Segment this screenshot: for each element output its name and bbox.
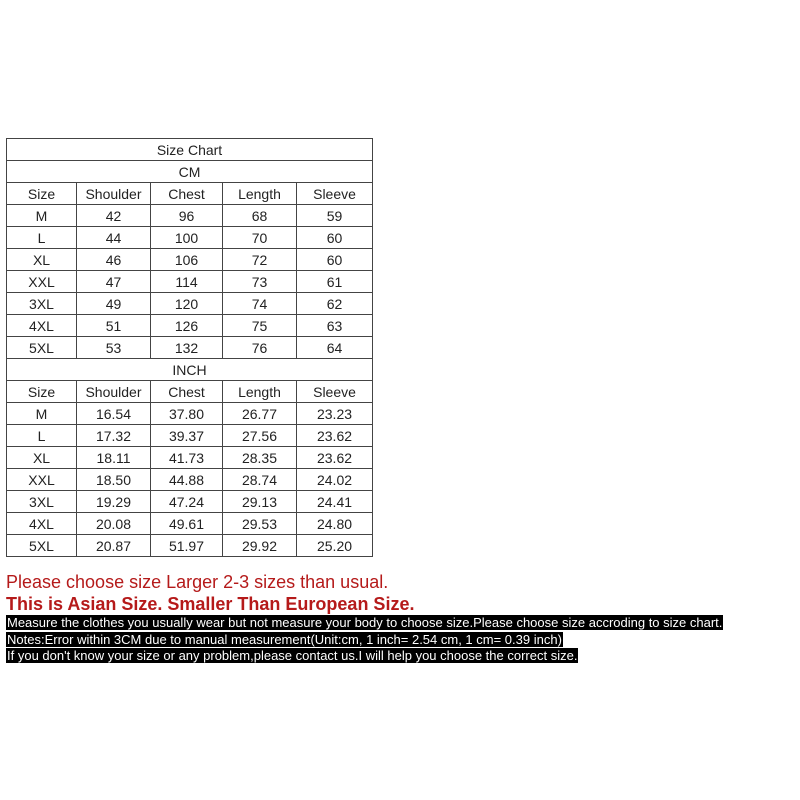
header-cell: Sleeve xyxy=(297,381,373,403)
measurement-cell: 74 xyxy=(223,293,297,315)
measurement-cell: 68 xyxy=(223,205,297,227)
measurement-cell: 23.62 xyxy=(297,447,373,469)
measurement-cell: 132 xyxy=(151,337,223,359)
inch-table-row xyxy=(7,513,373,535)
size-label-cell: XL xyxy=(7,249,77,271)
measure-instruction-text: Measure the clothes you usually wear but not measure your body to choose size.Please choose size accroding to size chart. xyxy=(7,615,723,630)
measurement-cell: 73 xyxy=(223,271,297,293)
measurement-cell: 60 xyxy=(297,227,373,249)
measurement-cell: 47.24 xyxy=(151,491,223,513)
measurement-cell: 62 xyxy=(297,293,373,315)
measurement-cell: 44 xyxy=(77,227,151,249)
measurement-cell: 126 xyxy=(151,315,223,337)
size-label-cell: XL xyxy=(7,447,77,469)
measurement-cell: 76 xyxy=(223,337,297,359)
measurement-cell: 61 xyxy=(297,271,373,293)
measurement-cell: 100 xyxy=(151,227,223,249)
inch-table-row xyxy=(7,425,373,447)
measurement-cell: 16.54 xyxy=(77,403,151,425)
inch-table-row xyxy=(7,491,373,513)
inch-header-row xyxy=(7,381,373,403)
measurement-cell: 28.74 xyxy=(223,469,297,491)
cm-table-row xyxy=(7,249,373,271)
header-cell: Chest xyxy=(151,381,223,403)
measurement-cell: 19.29 xyxy=(77,491,151,513)
measurement-cell: 29.53 xyxy=(223,513,297,535)
measurement-cell: 23.62 xyxy=(297,425,373,447)
measurement-cell: 28.35 xyxy=(223,447,297,469)
measurement-cell: 25.20 xyxy=(297,535,373,557)
header-cell: Length xyxy=(223,381,297,403)
size-notes xyxy=(6,571,800,665)
header-cell: Size xyxy=(7,183,77,205)
cm-section-row xyxy=(7,161,373,183)
measurement-cell: 114 xyxy=(151,271,223,293)
measurement-cell: 29.13 xyxy=(223,491,297,513)
contact-note-text: If you don't know your size or any problem,please contact us.I will help you choose the correct size. xyxy=(7,648,578,663)
measurement-cell: 18.11 xyxy=(77,447,151,469)
size-label-cell: XXL xyxy=(7,271,77,293)
cm-table-row xyxy=(7,205,373,227)
size-label-cell: M xyxy=(7,205,77,227)
measurement-error-text: Notes:Error within 3CM due to manual measurement(Unit:cm, 1 inch= 2.54 cm, 1 cm= 0.39 inch) xyxy=(7,631,562,647)
cm-table-row xyxy=(7,337,373,359)
measurement-cell: 29.92 xyxy=(223,535,297,557)
measurement-cell: 26.77 xyxy=(223,403,297,425)
size-advice-text: Please choose size Larger 2-3 sizes than usual. xyxy=(6,572,389,592)
measure-instruction xyxy=(6,615,800,632)
measurement-cell: 63 xyxy=(297,315,373,337)
inch-table-row xyxy=(7,447,373,469)
header-cell: Size xyxy=(7,381,77,403)
cm-table-row xyxy=(7,227,373,249)
size-label-cell: 3XL xyxy=(7,491,77,513)
cm-table-row xyxy=(7,271,373,293)
measurement-cell: 20.08 xyxy=(77,513,151,535)
measurement-cell: 44.88 xyxy=(151,469,223,491)
measurement-cell: 18.50 xyxy=(77,469,151,491)
size-label-cell: 3XL xyxy=(7,293,77,315)
measurement-cell: 96 xyxy=(151,205,223,227)
measurement-cell: 53 xyxy=(77,337,151,359)
header-cell: Sleeve xyxy=(297,183,373,205)
measurement-cell: 42 xyxy=(77,205,151,227)
size-label-cell: XXL xyxy=(7,469,77,491)
contact-note xyxy=(6,648,800,665)
cm-table-row xyxy=(7,293,373,315)
cm-section-label: CM xyxy=(7,161,373,183)
measurement-cell: 51.97 xyxy=(151,535,223,557)
size-label-cell: L xyxy=(7,227,77,249)
measurement-cell: 51 xyxy=(77,315,151,337)
size-label-cell: 4XL xyxy=(7,315,77,337)
measurement-cell: 59 xyxy=(297,205,373,227)
measurement-error-note xyxy=(6,632,800,649)
inch-section-row xyxy=(7,359,373,381)
inch-table-row xyxy=(7,403,373,425)
size-label-cell: 4XL xyxy=(7,513,77,535)
measurement-cell: 39.37 xyxy=(151,425,223,447)
measurement-cell: 37.80 xyxy=(151,403,223,425)
measurement-cell: 60 xyxy=(297,249,373,271)
measurement-cell: 23.23 xyxy=(297,403,373,425)
measurement-cell: 64 xyxy=(297,337,373,359)
measurement-cell: 24.80 xyxy=(297,513,373,535)
measurement-cell: 106 xyxy=(151,249,223,271)
cm-header-row xyxy=(7,183,373,205)
cm-table-row xyxy=(7,315,373,337)
header-cell: Chest xyxy=(151,183,223,205)
size-label-cell: M xyxy=(7,403,77,425)
asian-size-warning: This is Asian Size. Smaller Than European Size. xyxy=(6,594,415,614)
measurement-cell: 47 xyxy=(77,271,151,293)
header-cell: Shoulder xyxy=(77,381,151,403)
inch-table-row xyxy=(7,469,373,491)
measurement-cell: 20.87 xyxy=(77,535,151,557)
header-cell: Length xyxy=(223,183,297,205)
measurement-cell: 27.56 xyxy=(223,425,297,447)
size-chart-table xyxy=(6,138,373,557)
measurement-cell: 24.41 xyxy=(297,491,373,513)
size-label-cell: 5XL xyxy=(7,337,77,359)
table-title: Size Chart xyxy=(7,139,373,161)
size-label-cell: L xyxy=(7,425,77,447)
measurement-cell: 70 xyxy=(223,227,297,249)
measurement-cell: 41.73 xyxy=(151,447,223,469)
measurement-cell: 49.61 xyxy=(151,513,223,535)
measurement-cell: 17.32 xyxy=(77,425,151,447)
inch-section-label: INCH xyxy=(7,359,373,381)
size-label-cell: 5XL xyxy=(7,535,77,557)
measurement-cell: 46 xyxy=(77,249,151,271)
inch-table-row xyxy=(7,535,373,557)
measurement-cell: 49 xyxy=(77,293,151,315)
header-cell: Shoulder xyxy=(77,183,151,205)
measurement-cell: 72 xyxy=(223,249,297,271)
table-title-row xyxy=(7,139,373,161)
measurement-cell: 120 xyxy=(151,293,223,315)
measurement-cell: 75 xyxy=(223,315,297,337)
measurement-cell: 24.02 xyxy=(297,469,373,491)
